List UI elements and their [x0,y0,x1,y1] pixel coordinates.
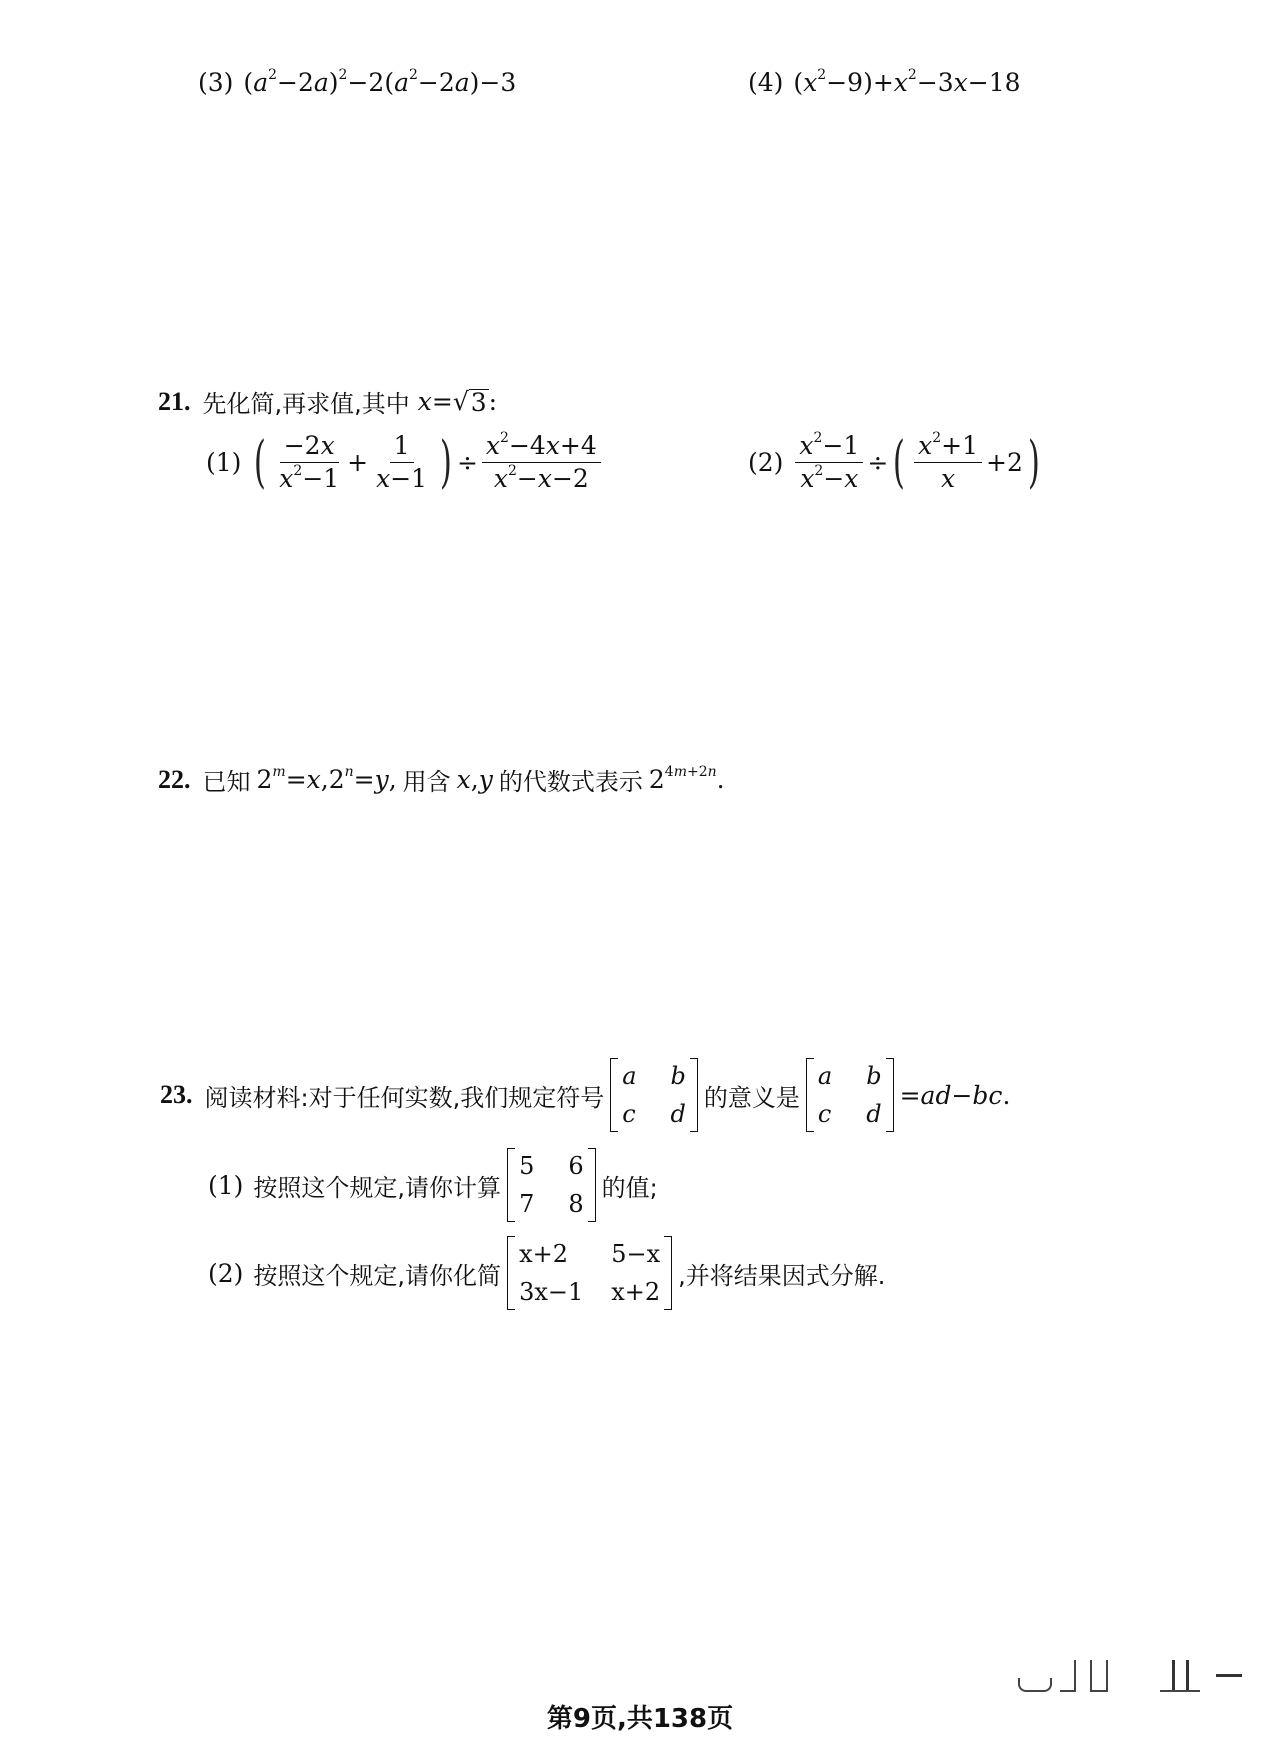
q23-part2 [208,1236,885,1310]
page-footer: 第9页,共138页 [546,1704,734,1734]
q20-part3 [198,68,516,97]
q21-part2-expression: $\frac{x^2-1}{x^2-x}$ ÷ ( $\frac{x^2+1}{x}$ +2 ) [791,432,1044,493]
q20-part3-expression: $(a^2-2a)^2-2(a^2-2a)-3$ [243,67,517,97]
m2-cell: x+2 [611,1278,661,1306]
m2-cell: x+2 [519,1240,568,1268]
m1-cell: 8 [568,1190,584,1218]
q23-definition-matrix: a b c d [806,1058,894,1132]
q23-part1-text-a: 按照这个规定,请你计算 [253,1173,502,1202]
q23-part2-text-b: ,并将结果因式分解. [678,1261,886,1290]
q23-stem-b: 的意义是 [703,1083,800,1112]
q22-stem-a: 已知 [202,768,251,796]
q21-part1-label: (1) [206,448,242,477]
q23-number: 23. [160,1080,193,1109]
q23-part2-matrix [507,1236,672,1310]
m1-cell: 5 [519,1152,535,1180]
m1-cell: 7 [519,1190,535,1218]
q20-part4 [748,68,1021,97]
q21-condition: x=√ 3 : [417,387,498,417]
q23-definition-result: =ad−bc. [899,1080,1011,1110]
q21-stem [158,384,497,419]
q21-part2 [748,429,1045,495]
q23-part2-label: (2) [208,1258,244,1288]
m1-cell: 6 [568,1152,584,1180]
q23-part1-matrix [507,1148,596,1222]
q23-part1 [208,1148,658,1222]
q22-vars: x,y [456,765,493,794]
m2-cell: 3x−1 [519,1278,584,1306]
q22-stem-c: 的代数式表示 [498,768,643,796]
q20-part4-label: (4) [748,68,784,97]
q21-stem-text: 先化简,再求值,其中 [202,390,410,418]
q21-part1 [206,429,605,495]
q23-symbol-matrix: a b c d [610,1058,698,1132]
q20-part3-label: (3) [198,68,234,97]
q23-stem [160,1058,1010,1132]
q23-part1-text-b: 的值; [601,1173,658,1202]
q22-given: $2^m=x,2^n=y$, [256,764,397,794]
q23-part1-label: (1) [208,1170,244,1200]
q22-stem [158,762,725,797]
q22-number: 22. [158,764,191,794]
q21-number: 21. [158,386,191,416]
q23-part2-text-a: 按照这个规定,请你化简 [253,1261,502,1290]
q22-stem-b: 用含 [402,768,451,796]
q21-part1-expression: ( $\frac{-2x}{x^2-1}$ + $\frac{1}{x-1}$ ) ÷ $\frac{x^2-4x+4}{x^2-x-2}$ [249,432,604,493]
q23-stem-a: 阅读材料:对于任何实数,我们规定符号 [204,1083,605,1112]
q20-part4-expression: $(x^2-9)+x^2-3x-18$ [793,67,1021,97]
q22-target: $2^{4m+2n}$. [648,764,725,794]
m2-cell: 5−x [611,1240,661,1268]
q21-part2-label: (2) [748,448,784,477]
